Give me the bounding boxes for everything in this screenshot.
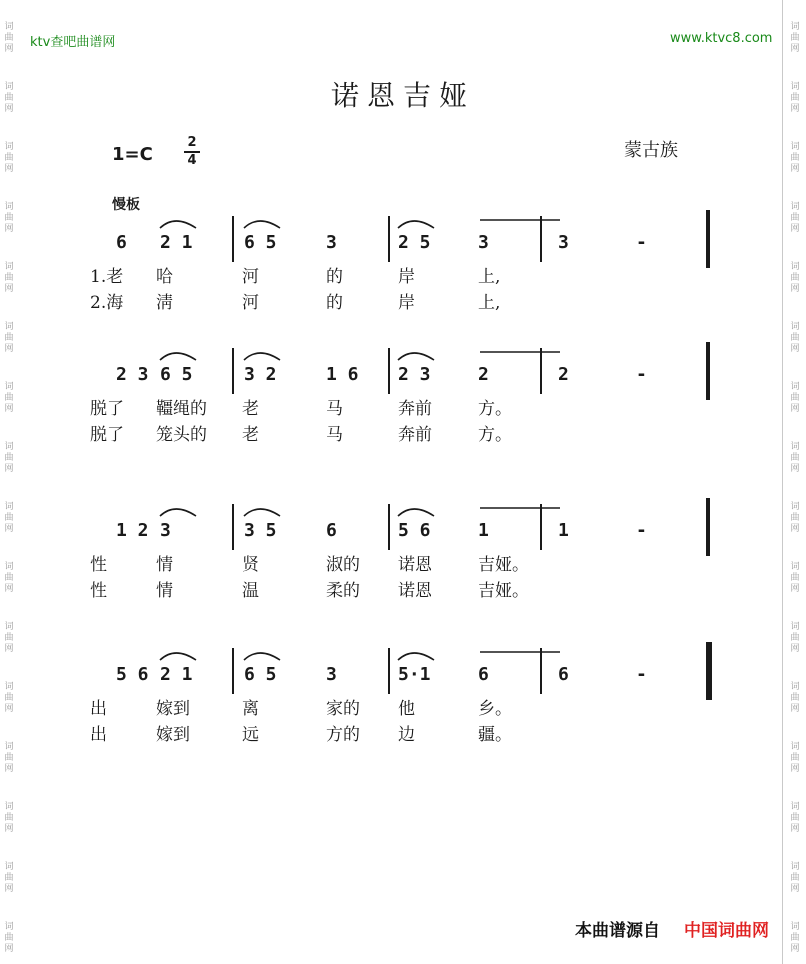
note-group: 6 bbox=[558, 664, 569, 685]
lyric-syllable: 边 bbox=[398, 725, 415, 745]
slur-arc bbox=[244, 653, 280, 660]
watermark-text: 词 曲 网 bbox=[790, 322, 800, 354]
watermark-text: 词 曲 网 bbox=[4, 622, 14, 654]
watermark-text: 词 曲 网 bbox=[4, 322, 14, 354]
note-group: 6 5 bbox=[244, 232, 277, 253]
watermark-text: 词 曲 网 bbox=[790, 562, 800, 594]
note-group: 3 bbox=[478, 232, 489, 253]
lyric-syllable: 方。 bbox=[478, 425, 512, 445]
watermark-text: 词 曲 网 bbox=[790, 682, 800, 714]
lyric-syllable: 淸 bbox=[156, 293, 173, 313]
lyric-syllable: 吉娅。 bbox=[478, 581, 529, 601]
lyric-syllable: 柔的 bbox=[326, 581, 360, 601]
note-group: 2 5 bbox=[398, 232, 431, 253]
note-group: 6 5 bbox=[160, 364, 193, 385]
lyric-syllable: 的 bbox=[326, 267, 343, 287]
note-group: - bbox=[636, 232, 647, 253]
watermark-text: 词 曲 网 bbox=[4, 742, 14, 774]
tempo-marking: 慢板 bbox=[112, 197, 140, 213]
lyric-syllable: 马 bbox=[326, 399, 343, 419]
note-group: 3 bbox=[558, 232, 569, 253]
lyric-syllable: 上, bbox=[478, 267, 501, 287]
note-group: 2 3 bbox=[116, 364, 149, 385]
lyric-syllable: 笼头的 bbox=[156, 425, 207, 445]
note-group: 5·1 bbox=[398, 664, 431, 685]
lyric-syllable: 情 bbox=[156, 581, 173, 601]
lyric-syllable: 老 bbox=[242, 425, 259, 445]
song-title: 诺恩吉娅 bbox=[330, 79, 475, 112]
lyric-syllable: 贤 bbox=[242, 555, 259, 575]
note-group: 1 bbox=[558, 520, 569, 541]
lyric-syllable: 温 bbox=[242, 581, 259, 601]
watermark-text: 词 曲 网 bbox=[4, 82, 14, 114]
lyric-syllable: 马 bbox=[326, 425, 343, 445]
watermark-text: 词 曲 网 bbox=[790, 22, 800, 54]
lyric-syllable: 嫁到 bbox=[156, 725, 190, 745]
watermark-text: 词 曲 网 bbox=[4, 562, 14, 594]
note-group: 1 2 bbox=[116, 520, 149, 541]
lyric-syllable: 他 bbox=[398, 699, 415, 719]
lyric-syllable: 哈 bbox=[156, 267, 173, 287]
lyric-syllable: 离 bbox=[242, 699, 259, 719]
lyric-syllable: 韁绳的 bbox=[156, 399, 207, 419]
lyric-syllable: 嫁到 bbox=[156, 699, 190, 719]
lyric-syllable: 远 bbox=[242, 725, 259, 745]
watermark-text: 词 曲 网 bbox=[4, 142, 14, 174]
note-group: 3 5 bbox=[244, 520, 277, 541]
watermark-text: 词 曲 网 bbox=[790, 502, 800, 534]
note-group: 2 bbox=[478, 364, 489, 385]
lyric-syllable: 老 bbox=[242, 399, 259, 419]
note-group: 2 bbox=[558, 364, 569, 385]
lyric-syllable: 脱了 bbox=[90, 399, 124, 419]
watermark-text: 词 曲 网 bbox=[790, 802, 800, 834]
lyric-syllable: 的 bbox=[326, 293, 343, 313]
watermark-text: 词 曲 网 bbox=[4, 862, 14, 894]
footer-source-label: 本曲谱源自 bbox=[575, 921, 660, 941]
lyric-syllable: 情 bbox=[156, 555, 173, 575]
note-group: 6 5 bbox=[244, 664, 277, 685]
note-group: 6 bbox=[116, 232, 127, 253]
lyric-syllable: 方。 bbox=[478, 399, 512, 419]
lyric-syllable: 家的 bbox=[326, 699, 360, 719]
note-group: - bbox=[636, 664, 647, 685]
watermark-text: 词 曲 网 bbox=[790, 862, 800, 894]
watermark-text: 词 曲 网 bbox=[790, 442, 800, 474]
note-group: 3 2 bbox=[244, 364, 277, 385]
header-site-right[interactable]: www.ktvc8.com bbox=[670, 31, 773, 46]
watermark-text: 词 曲 网 bbox=[4, 22, 14, 54]
note-group: 2 3 bbox=[398, 364, 431, 385]
watermark-text: 词 曲 网 bbox=[4, 382, 14, 414]
slur-arc bbox=[398, 653, 434, 660]
watermark-text: 词 曲 网 bbox=[4, 502, 14, 534]
note-group: 3 bbox=[326, 664, 337, 685]
note-group: 3 bbox=[160, 520, 171, 541]
note-group: 6 bbox=[326, 520, 337, 541]
slur-arc bbox=[160, 653, 196, 660]
note-group: - bbox=[636, 520, 647, 541]
watermark-text: 词 曲 网 bbox=[4, 262, 14, 294]
lyric-syllable: 出 bbox=[90, 699, 107, 719]
lyric-syllable: 奔前 bbox=[398, 399, 432, 419]
lyric-syllable: 2.海 bbox=[90, 293, 124, 313]
time-signature-numerator: 2 bbox=[187, 135, 197, 150]
watermark-text: 词 曲 网 bbox=[790, 202, 800, 234]
watermark-text: 词 曲 网 bbox=[790, 622, 800, 654]
watermark-text: 词 曲 网 bbox=[790, 382, 800, 414]
song-origin: 蒙古族 bbox=[624, 140, 678, 161]
note-group: 2 1 bbox=[160, 232, 193, 253]
watermark-text: 词 曲 网 bbox=[4, 802, 14, 834]
lyric-syllable: 脱了 bbox=[90, 425, 124, 445]
lyric-syllable: 性 bbox=[90, 581, 107, 601]
lyric-syllable: 吉娅。 bbox=[478, 555, 529, 575]
watermark-text: 词 曲 网 bbox=[4, 682, 14, 714]
lyric-syllable: 性 bbox=[90, 555, 107, 575]
lyric-syllable: 淑的 bbox=[326, 555, 360, 575]
watermark-text: 词 曲 网 bbox=[790, 262, 800, 294]
watermark-text: 词 曲 网 bbox=[790, 922, 800, 954]
time-signature-denominator: 4 bbox=[187, 153, 197, 168]
lyric-syllable: 出 bbox=[90, 725, 107, 745]
note-group: 5 6 bbox=[116, 664, 149, 685]
footer-source-site[interactable]: 中国词曲网 bbox=[684, 921, 769, 941]
lyric-syllable: 上, bbox=[478, 293, 501, 313]
lyric-syllable: 疆。 bbox=[478, 725, 512, 745]
lyric-syllable: 河 bbox=[242, 293, 259, 313]
watermark-text: 词 曲 网 bbox=[790, 82, 800, 114]
watermark-text: 词 曲 网 bbox=[4, 202, 14, 234]
watermark-text: 词 曲 网 bbox=[4, 922, 14, 954]
lyric-syllable: 1.老 bbox=[90, 267, 124, 287]
lyric-syllable: 乡。 bbox=[478, 699, 512, 719]
header-site-left[interactable]: ktv查吧曲谱网 bbox=[30, 35, 116, 50]
lyric-syllable: 方的 bbox=[326, 725, 360, 745]
note-group: 5 6 bbox=[398, 520, 431, 541]
lyric-syllable: 奔前 bbox=[398, 425, 432, 445]
note-group: 2 1 bbox=[160, 664, 193, 685]
watermark-text: 词 曲 网 bbox=[790, 142, 800, 174]
lyric-syllable: 河 bbox=[242, 267, 259, 287]
note-group: 6 bbox=[478, 664, 489, 685]
lyric-syllable: 岸 bbox=[398, 293, 415, 313]
lyric-syllable: 诺恩 bbox=[398, 555, 432, 575]
note-group: 3 bbox=[326, 232, 337, 253]
note-group: 1 6 bbox=[326, 364, 359, 385]
lyric-syllable: 岸 bbox=[398, 267, 415, 287]
watermark-text: 词 曲 网 bbox=[790, 742, 800, 774]
key-signature: 1=C bbox=[112, 144, 153, 165]
note-group: 1 bbox=[478, 520, 489, 541]
watermark-text: 词 曲 网 bbox=[4, 442, 14, 474]
lyric-syllable: 诺恩 bbox=[398, 581, 432, 601]
note-group: - bbox=[636, 364, 647, 385]
